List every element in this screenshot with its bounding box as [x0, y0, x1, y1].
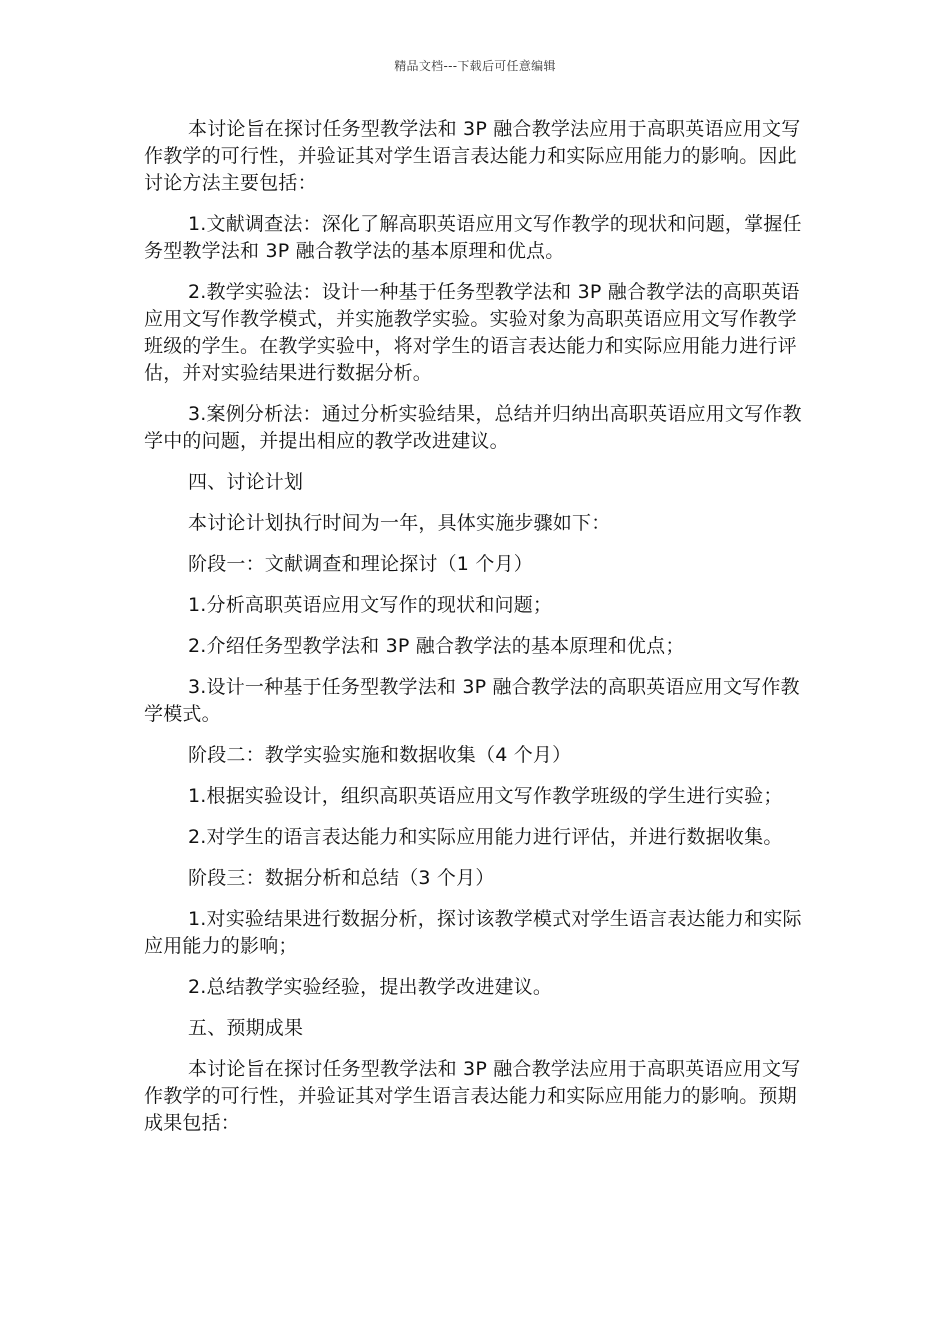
paragraph-intro: 本讨论旨在探讨任务型教学法和 3P 融合教学法应用于高职英语应用文写作教学的可行性，并验证其对学生语言表达能力和实际应用能力的影响。因此讨论方法主要包括：	[144, 118, 801, 194]
stage-2-heading: 阶段二：教学实验实施和数据收集（4 个月）	[188, 744, 572, 766]
paragraph-outcomes: 本讨论旨在探讨任务型教学法和 3P 融合教学法应用于高职英语应用文写作教学的可行性，并验证其对学生语言表达能力和实际应用能力的影响。预期成果包括：	[144, 1058, 801, 1134]
stage-1-item-3: 3.设计一种基于任务型教学法和 3P 融合教学法的高职英语应用文写作教学模式。	[144, 676, 800, 725]
paragraph-method-3: 3.案例分析法：通过分析实验结果，总结并归纳出高职英语应用文写作教学中的问题，并提出相应的教学改进建议。	[144, 403, 802, 452]
document-body	[144, 116, 808, 1151]
stage-3-heading: 阶段三：数据分析和总结（3 个月）	[188, 867, 495, 889]
stage-1-item-2: 2.介绍任务型教学法和 3P 融合教学法的基本原理和优点；	[188, 635, 685, 657]
paragraph-method-2: 2.教学实验法：设计一种基于任务型教学法和 3P 融合教学法的高职英语应用文写作教学模式，并实施教学实验。实验对象为高职英语应用文写作教学班级的学生。在教学实验中，将对学生的语言表达能力和实际应用能力进行评估，并对实验结果进行数据分析。	[144, 281, 800, 384]
stage-1-heading: 阶段一：文献调查和理论探讨（1 个月）	[188, 553, 533, 575]
section-heading-outcomes: 五、预期成果	[188, 1017, 304, 1039]
paragraph-plan-intro: 本讨论计划执行时间为一年，具体实施步骤如下：	[188, 512, 611, 534]
paragraph-method-1: 1.文献调查法：深化了解高职英语应用文写作教学的现状和问题，掌握任务型教学法和 3P 融合教学法的基本原理和优点。	[144, 213, 802, 262]
page-header: 精品文档---下载后可任意编辑	[394, 59, 556, 73]
section-heading-plan: 四、讨论计划	[188, 471, 304, 493]
stage-1-item-1: 1.分析高职英语应用文写作的现状和问题；	[188, 594, 553, 616]
stage-2-item-1: 1.根据实验设计，组织高职英语应用文写作教学班级的学生进行实验；	[188, 785, 783, 807]
stage-3-item-2: 2.总结教学实验经验，提出教学改进建议。	[188, 976, 553, 998]
stage-3-item-1: 1.对实验结果进行数据分析，探讨该教学模式对学生语言表达能力和实际应用能力的影响；	[144, 908, 802, 957]
stage-2-item-2: 2.对学生的语言表达能力和实际应用能力进行评估，并进行数据收集。	[188, 826, 783, 848]
